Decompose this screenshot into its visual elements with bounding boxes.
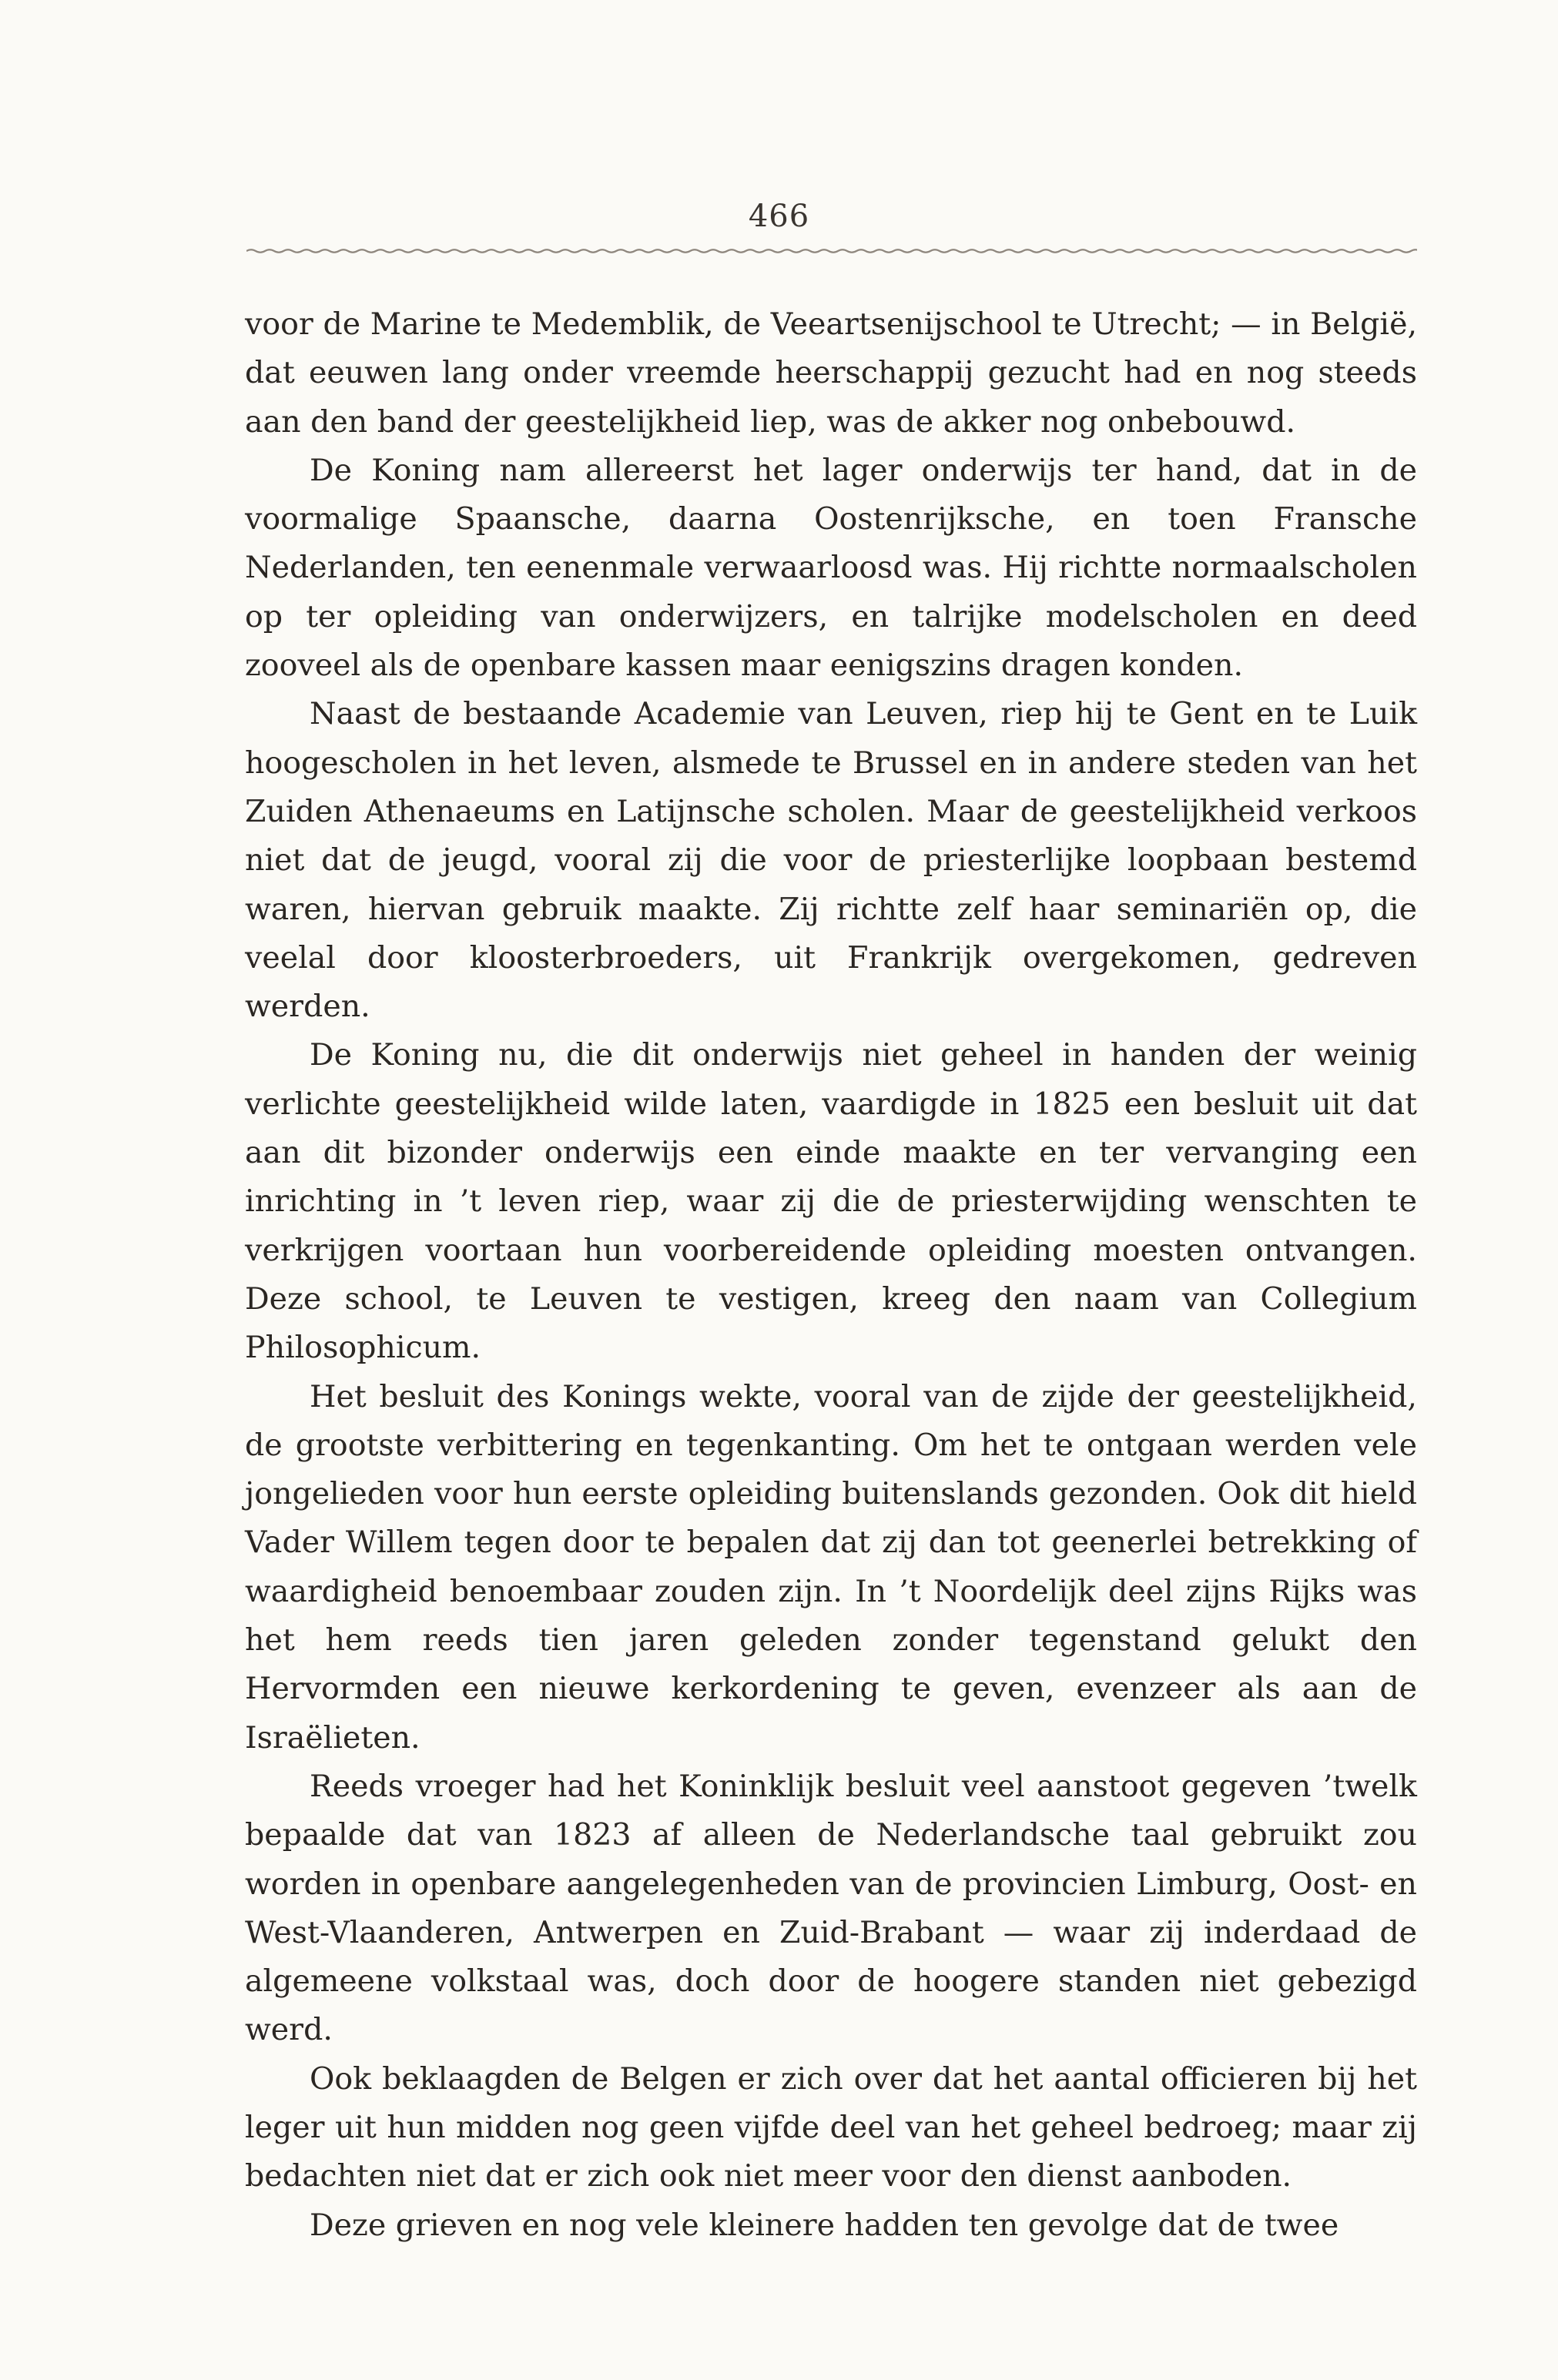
paragraph-5: Het besluit des Konings wekte, vooral van de zijde der geestelijkheid, de grootste verbittering en tegenkanting. Om het te ontgaan werden vele jongelieden voor hun eerste opleiding buitenslands gezonden. Ook dit hield Vader Willem tegen door te bepalen dat zij dan tot geenerlei betrekking of waardigheid benoembaar zouden zijn. In ’t Noordelijk deel zijns Rijks was het hem reeds tien jaren geleden zonder tegenstand gelukt den Hervormden een nieuwe kerkordening te geven, evenzeer als aan de Israëlieten.: [245, 1378, 1417, 1756]
paragraph-4: De Koning nu, die dit onderwijs niet geheel in handen der weinig verlichte geestelijkheid wilde laten, vaardigde in 1825 een besluit uit dat aan dit bizonder onderwijs een einde maakte en ter vervanging een inrichting in ’t leven riep, waar zij die de priesterwijding wenschten te verkrijgen voortaan hun voorbereidende opleiding moesten ontvangen. Deze school, te Leuven te vestigen, kreeg den naam van Collegium Philosophicum.: [245, 1037, 1417, 1366]
body-text: [245, 300, 1417, 2250]
wavy-rule-ornament: [246, 245, 1417, 257]
paragraph-7: Ook beklaagden de Belgen er zich over dat het aantal officieren bij het leger uit hun midden nog geen vijfde deel van het geheel bedroeg; maar zij bedachten niet dat er zich ook niet meer voor den dienst aanboden.: [245, 2060, 1417, 2194]
paragraph-2: De Koning nam allereerst het lager onderwijs ter hand, dat in de voormalige Spaansche, daarna Oostenrijksche, en toen Fransche Nederlanden, ten eenenmale verwaarloosd was. Hij richtte normaalscholen op ter opleiding van onderwijzers, en talrijke modelscholen en deed zooveel als de openbare kassen maar eenigszins dragen konden.: [245, 452, 1417, 684]
paragraph-3: Naast de bestaande Academie van Leuven, riep hij te Gent en te Luik hoogescholen in het leven, alsmede te Brussel en in andere steden van het Zuiden Athenaeums en Latijnsche scholen. Maar de geestelijkheid verkoos niet dat de jeugd, vooral zij die voor de priesterlijke loopbaan bestemd waren, hiervan gebruik maakte. Zij richtte zelf haar seminariën op, die veelal door kloosterbroeders, uit Frankrijk overgekomen, gedreven werden.: [245, 696, 1417, 1025]
paragraph-6: Reeds vroeger had het Koninklijk besluit veel aanstoot gegeven ’twelk bepaalde dat van 1823 af alleen de Nederlandsche taal gebruikt zou worden in openbare aangelegenheden van de provincien Limburg, Oost- en West-Vlaanderen, Antwerpen en Zuid-Brabant — waar zij inderdaad de algemeene volkstaal was, doch door de hoogere standen niet gebezigd werd.: [245, 1768, 1417, 2048]
paragraph-1: voor de Marine te Medemblik, de Veeartsenijschool te Utrecht; — in België, dat eeuwen lang onder vreemde heerschappij gezucht had en nog steeds aan den band der geestelijkheid liep, was de akker nog onbebouwd.: [245, 306, 1417, 440]
paragraph-8: Deze grieven en nog vele kleinere hadden ten gevolge dat de twee: [310, 2207, 1339, 2243]
page-number: 466: [748, 199, 810, 234]
